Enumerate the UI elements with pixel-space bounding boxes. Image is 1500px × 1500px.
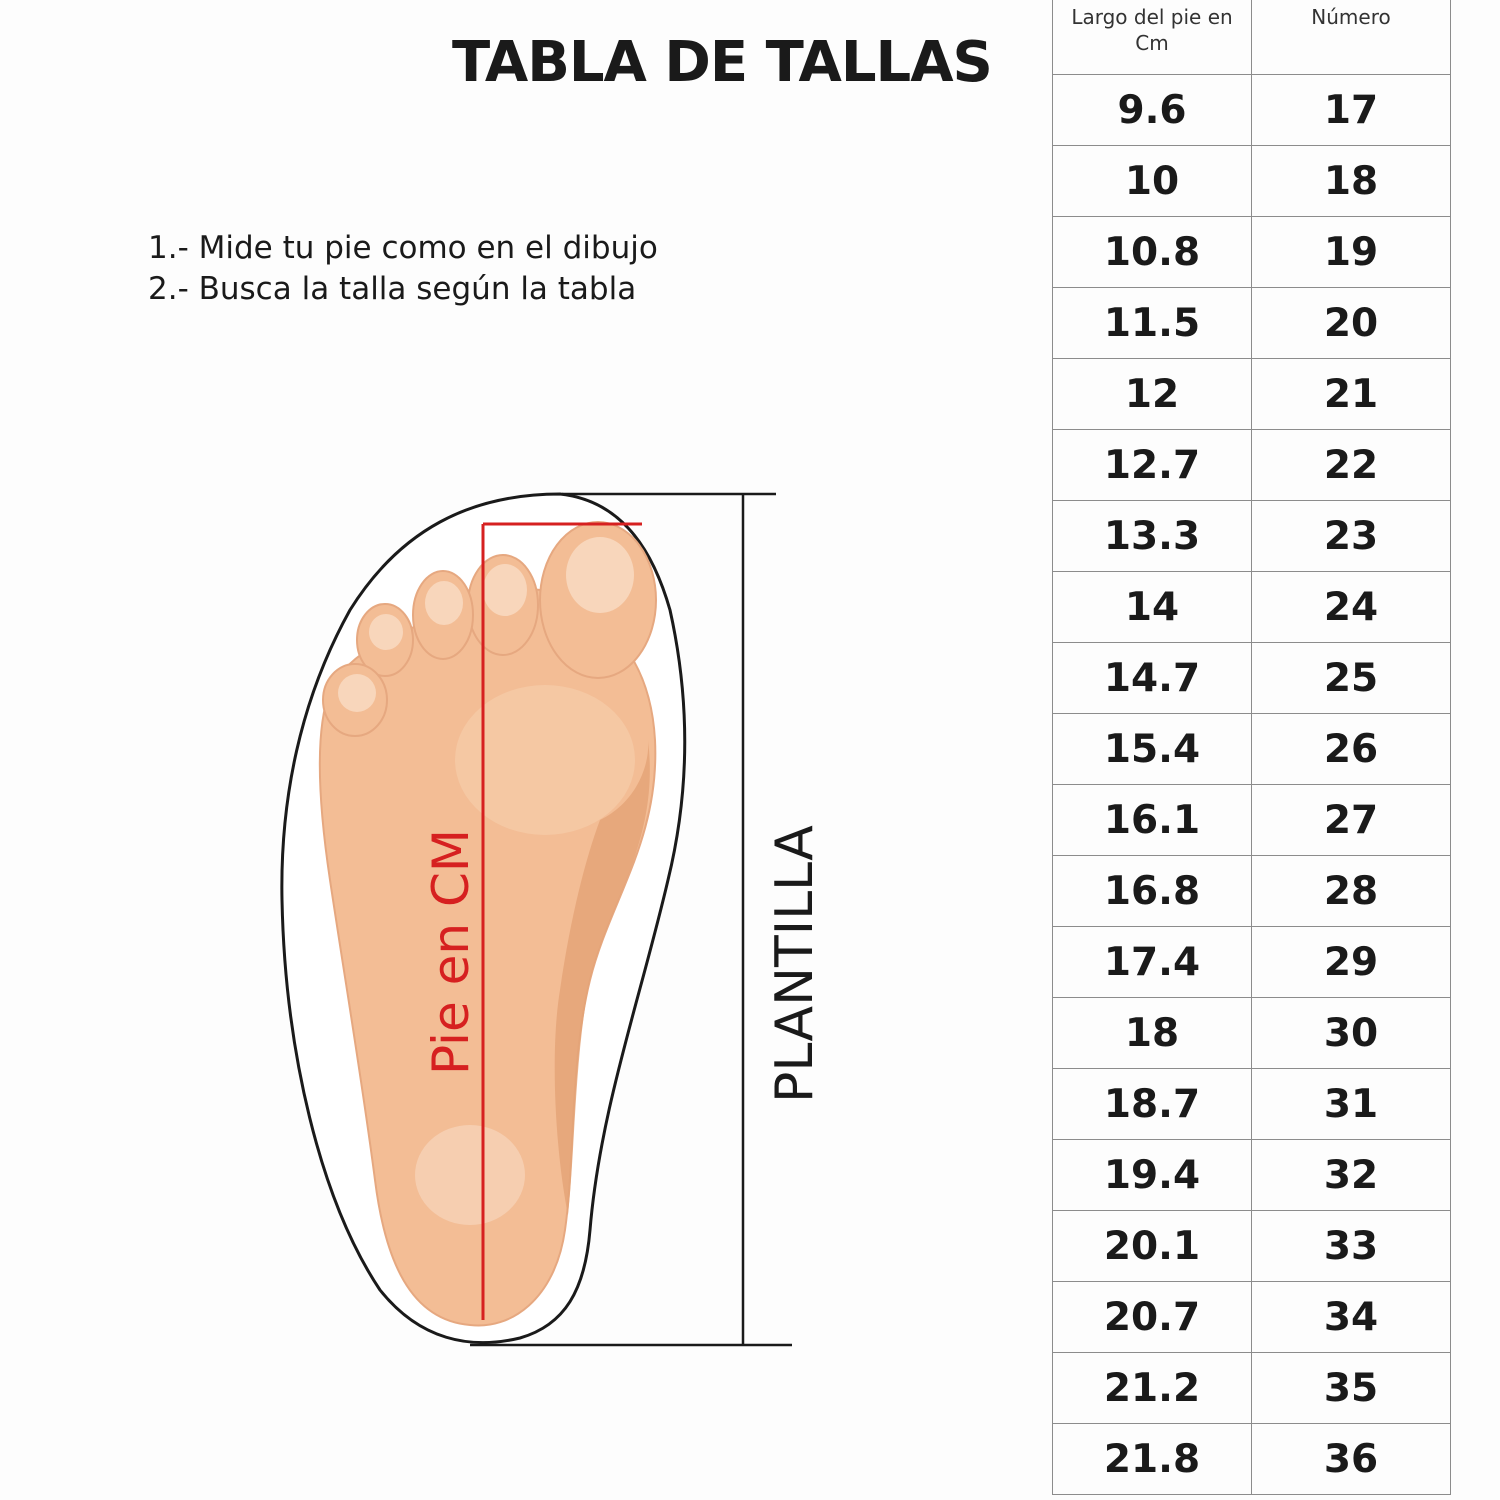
size-number-cell: 17 (1252, 75, 1451, 146)
instruction-step-2: 2.- Busca la talla según la tabla (148, 271, 637, 307)
table-row (1053, 856, 1451, 927)
size-number-cell: 34 (1252, 1282, 1451, 1353)
table-row (1053, 430, 1451, 501)
foot-length-cell: 18 (1053, 998, 1252, 1069)
foot-length-cell: 16.8 (1053, 856, 1252, 927)
table-row (1053, 146, 1451, 217)
size-number-cell: 25 (1252, 643, 1451, 714)
foot-length-cell: 12.7 (1053, 430, 1252, 501)
size-number-cell: 36 (1252, 1424, 1451, 1495)
instruction-step-1: 1.- Mide tu pie como en el dibujo (148, 230, 658, 266)
toe-3-nail (425, 581, 463, 625)
size-number-cell: 35 (1252, 1353, 1451, 1424)
size-number-cell: 23 (1252, 501, 1451, 572)
foot-length-cell: 10 (1053, 146, 1252, 217)
table-row (1053, 714, 1451, 785)
size-number-cell: 24 (1252, 572, 1451, 643)
foot-length-cell: 9.6 (1053, 75, 1252, 146)
size-table (1052, 0, 1451, 1495)
table-row (1053, 572, 1451, 643)
foot-length-cell: 17.4 (1053, 927, 1252, 998)
foot-length-cell: 10.8 (1053, 217, 1252, 288)
big-toe-nail (566, 537, 634, 613)
table-row (1053, 1140, 1451, 1211)
foot-length-cell: 21.8 (1053, 1424, 1252, 1495)
foot-length-cell: 15.4 (1053, 714, 1252, 785)
size-number-cell: 30 (1252, 998, 1451, 1069)
foot-length-cell: 21.2 (1053, 1353, 1252, 1424)
foot-length-cell: 18.7 (1053, 1069, 1252, 1140)
size-number-cell: 28 (1252, 856, 1451, 927)
page-title: TABLA DE TALLAS (452, 30, 992, 95)
size-number-cell: 27 (1252, 785, 1451, 856)
size-number-cell: 26 (1252, 714, 1451, 785)
size-number-cell: 33 (1252, 1211, 1451, 1282)
toe-5-nail (338, 674, 376, 712)
foot-length-cell: 14.7 (1053, 643, 1252, 714)
table-row (1053, 217, 1451, 288)
insole-length-label: PLANTILLA (765, 825, 825, 1103)
foot-length-cell: 20.7 (1053, 1282, 1252, 1353)
table-row (1053, 1353, 1451, 1424)
table-row (1053, 359, 1451, 430)
table-row (1053, 288, 1451, 359)
size-number-cell: 32 (1252, 1140, 1451, 1211)
size-number-cell: 19 (1252, 217, 1451, 288)
heel-highlight (415, 1125, 525, 1225)
table-row (1053, 785, 1451, 856)
header-size-number: Número (1252, 0, 1451, 75)
foot-length-cell: 16.1 (1053, 785, 1252, 856)
table-row (1053, 1282, 1451, 1353)
header-foot-length: Largo del pie en Cm (1053, 0, 1252, 75)
toe-4-nail (369, 614, 403, 650)
size-number-cell: 22 (1252, 430, 1451, 501)
size-number-cell: 31 (1252, 1069, 1451, 1140)
foot-length-cell: 11.5 (1053, 288, 1252, 359)
size-number-cell: 21 (1252, 359, 1451, 430)
table-row (1053, 1069, 1451, 1140)
foot-length-cell: 13.3 (1053, 501, 1252, 572)
foot-length-cell: 12 (1053, 359, 1252, 430)
table-row (1053, 927, 1451, 998)
size-number-cell: 20 (1252, 288, 1451, 359)
table-header-row (1053, 0, 1451, 75)
table-row (1053, 1211, 1451, 1282)
foot-length-cell: 19.4 (1053, 1140, 1252, 1211)
foot-length-cell: 20.1 (1053, 1211, 1252, 1282)
table-row (1053, 643, 1451, 714)
table-row (1053, 1424, 1451, 1495)
size-table-body (1053, 75, 1451, 1495)
size-number-cell: 29 (1252, 927, 1451, 998)
table-row (1053, 998, 1451, 1069)
size-number-cell: 18 (1252, 146, 1451, 217)
foot-length-label: Pie en CM (422, 829, 480, 1075)
table-row (1053, 75, 1451, 146)
toe-2-nail (483, 564, 527, 616)
foot-length-cell: 14 (1053, 572, 1252, 643)
table-row (1053, 501, 1451, 572)
